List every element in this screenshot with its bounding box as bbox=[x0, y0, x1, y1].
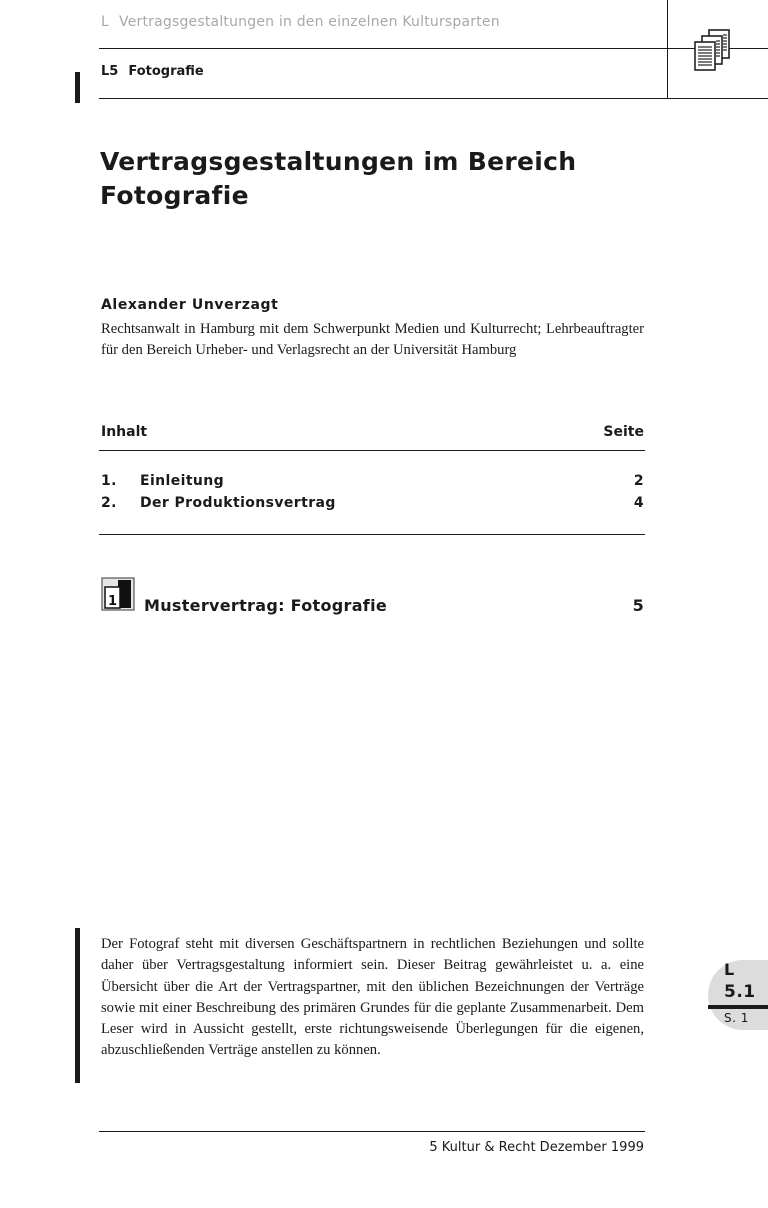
header-rule-top bbox=[99, 48, 768, 49]
toc-item-number: 2. bbox=[101, 495, 117, 511]
contract-template-label: Mustervertrag: Fotografie bbox=[144, 596, 388, 615]
subsection-title: Fotografie bbox=[128, 64, 204, 79]
chapter-tab-letter: L bbox=[724, 960, 735, 979]
title-line-2: Fotografie bbox=[100, 181, 249, 210]
toc-heading-row bbox=[101, 424, 644, 440]
documents-stack-icon bbox=[693, 28, 737, 72]
margin-marker-header bbox=[75, 72, 80, 103]
toc-rule-top bbox=[99, 450, 645, 451]
subsection-code: L5 bbox=[101, 64, 119, 79]
toc-item-label: Der Produktionsvertrag bbox=[140, 495, 336, 511]
subsection-header bbox=[101, 64, 204, 79]
page-title bbox=[100, 145, 660, 213]
footer-text: 5 Kultur & Recht Dezember 1999 bbox=[429, 1140, 644, 1155]
toc-page-heading: Seite bbox=[603, 424, 644, 440]
toc-item-label: Einleitung bbox=[140, 473, 225, 489]
abstract-paragraph: Der Fotograf steht mit diversen Geschäftspartnern in rechtlichen Beziehungen und sollte daher über Vertragsgestaltung informiert sein. Dieser Beitrag gewährleistet u. a. eine Übersicht über die Art der Vertragspartner, mit den üblichen Bezeichnungen der Verträge sowie mit einer Beschreibung des primären Grundes für die geplante Zusammenarbeit. Dem Leser wird in Aussicht gestellt, erste richtungsweisende Überlegungen für die eigenen, abzuschließenden Verträge anstellen zu können. bbox=[101, 936, 644, 1059]
title-line-1: Vertragsgestaltungen im Bereich bbox=[100, 147, 577, 176]
toc-item-page: 2 bbox=[633, 473, 644, 489]
running-header bbox=[101, 14, 500, 30]
contract-template-page: 5 bbox=[632, 596, 644, 615]
section-title: Vertragsgestaltungen in den einzelnen Kultursparten bbox=[119, 14, 500, 30]
toc-rule-bottom bbox=[99, 534, 645, 535]
margin-marker-abstract bbox=[75, 928, 80, 1083]
toc-item[interactable] bbox=[101, 473, 644, 493]
header-rule-bottom bbox=[99, 98, 768, 99]
chapter-tab-rule bbox=[708, 1005, 768, 1009]
footer-rule bbox=[99, 1131, 645, 1132]
chapter-tab-number: 5.1 bbox=[724, 982, 756, 1002]
header-vertical-rule bbox=[667, 0, 668, 99]
toc-heading: Inhalt bbox=[101, 424, 148, 440]
chapter-tab-page: S. 1 bbox=[724, 1011, 749, 1025]
toc-item[interactable] bbox=[101, 495, 644, 515]
toc-item-page: 4 bbox=[633, 495, 644, 511]
section-code: L bbox=[101, 14, 109, 30]
author-name: Alexander Unverzagt bbox=[101, 297, 279, 313]
author-description: Rechtsanwalt in Hamburg mit dem Schwerpunkt Medien und Kulturrecht; Lehrbeauftragter für den Bereich Urheber- und Verlagsrecht an der Universität Hamburg bbox=[101, 321, 644, 358]
contract-icon-number: 1 bbox=[107, 594, 118, 609]
toc-item-number: 1. bbox=[101, 473, 117, 489]
contract-template-row[interactable] bbox=[101, 596, 644, 620]
